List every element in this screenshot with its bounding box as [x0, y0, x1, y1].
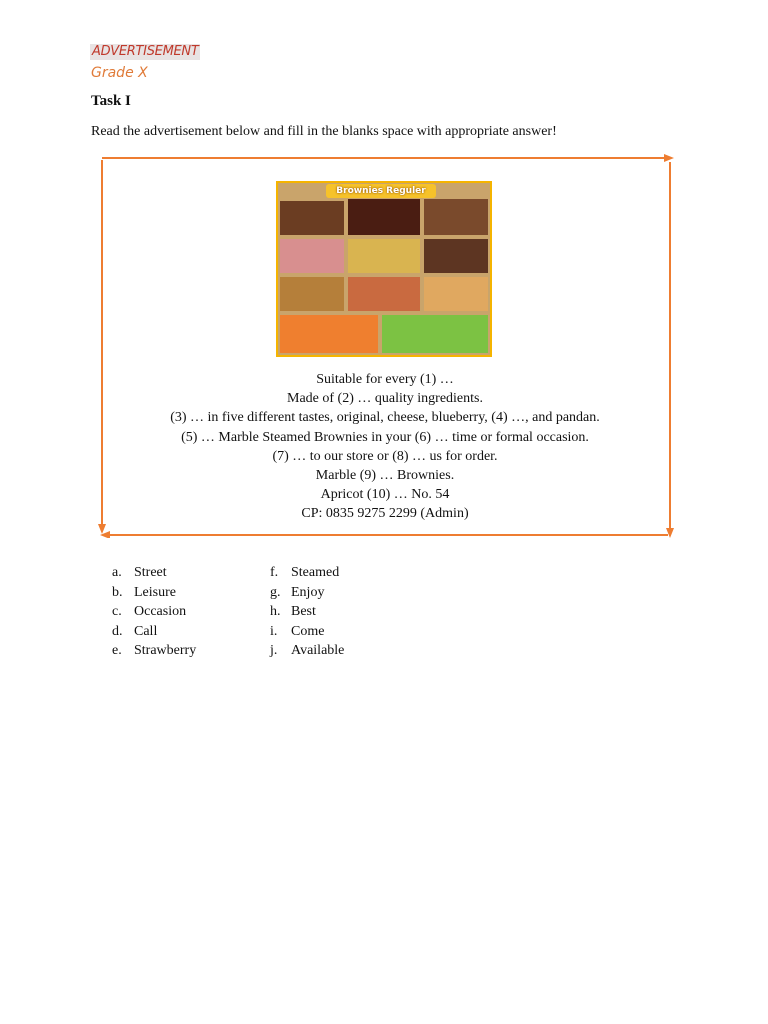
option-letter: b. — [112, 584, 123, 600]
option-item — [270, 641, 344, 661]
option-word: Available — [291, 643, 345, 658]
task-instruction: Read the advertisement below and fill in the blanks space with appropriate answer! — [91, 124, 557, 139]
option-item — [112, 641, 196, 661]
advertisement-text — [100, 370, 670, 524]
ad-line: Apricot (10) … No. 54 — [320, 487, 450, 503]
ad-line: Marble (9) … Brownies. — [315, 468, 455, 484]
option-letter: c. — [112, 604, 122, 619]
option-letter: g. — [270, 584, 281, 600]
ad-line: CP: 0835 9275 2299 (Admin) — [301, 506, 469, 522]
tile-tiramisu-coklat — [424, 277, 488, 311]
tile-coklat-karamel — [280, 277, 344, 311]
tile-keju-red — [348, 239, 420, 273]
tile-original — [348, 199, 420, 235]
tile-pandan-coklat — [382, 315, 488, 353]
option-item — [270, 622, 344, 642]
photo-banner: Brownies Reguler — [326, 184, 436, 198]
tile-green-almond — [424, 199, 488, 235]
tile-blueberry-coklat — [280, 239, 344, 273]
option-item — [112, 602, 196, 622]
option-letter: e. — [112, 643, 122, 658]
ad-line: (3) … in five different tastes, original, cheese, blueberry, (4) …, and pandan. — [170, 410, 600, 426]
ad-line: (7) … to our store or (8) … us for order. — [272, 448, 498, 464]
option-word: Leisure — [134, 584, 176, 600]
option-letter: h. — [270, 604, 281, 619]
brownies-photo — [276, 181, 492, 357]
option-letter: j. — [270, 643, 278, 658]
option-word: Enjoy — [291, 584, 325, 600]
option-item — [270, 563, 344, 583]
option-item — [270, 602, 344, 622]
tile-keju-coklat — [280, 201, 344, 235]
option-item — [112, 583, 196, 603]
tile-strawberry-coklat — [348, 277, 420, 311]
option-word: Best — [291, 604, 316, 619]
option-word: Occasion — [134, 604, 187, 619]
option-word: Come — [291, 623, 325, 639]
options-column-left — [112, 563, 196, 661]
tile-prisma — [280, 315, 378, 353]
ad-line: Made of (2) … quality ingredients. — [287, 391, 483, 407]
option-word: Strawberry — [134, 643, 197, 658]
option-item — [270, 583, 344, 603]
options-column-right — [270, 563, 344, 661]
section-label: ADVERTISEMENT — [92, 44, 199, 59]
option-letter: i. — [270, 623, 278, 639]
option-word: Street — [134, 565, 167, 580]
task-title: Task I — [91, 93, 131, 109]
option-item — [112, 622, 196, 642]
tile-coklat-mocca — [424, 239, 488, 273]
option-item — [112, 563, 196, 583]
option-letter: f. — [270, 565, 279, 580]
option-letter: a. — [112, 565, 122, 580]
option-word: Call — [134, 623, 158, 639]
ad-line: Suitable for every (1) … — [316, 372, 454, 387]
grade-label: Grade X — [91, 65, 148, 81]
ad-line: (5) … Marble Steamed Brownies in your (6) … time or formal occasion. — [181, 429, 589, 445]
option-word: Steamed — [291, 565, 340, 580]
option-letter: d. — [112, 623, 123, 639]
